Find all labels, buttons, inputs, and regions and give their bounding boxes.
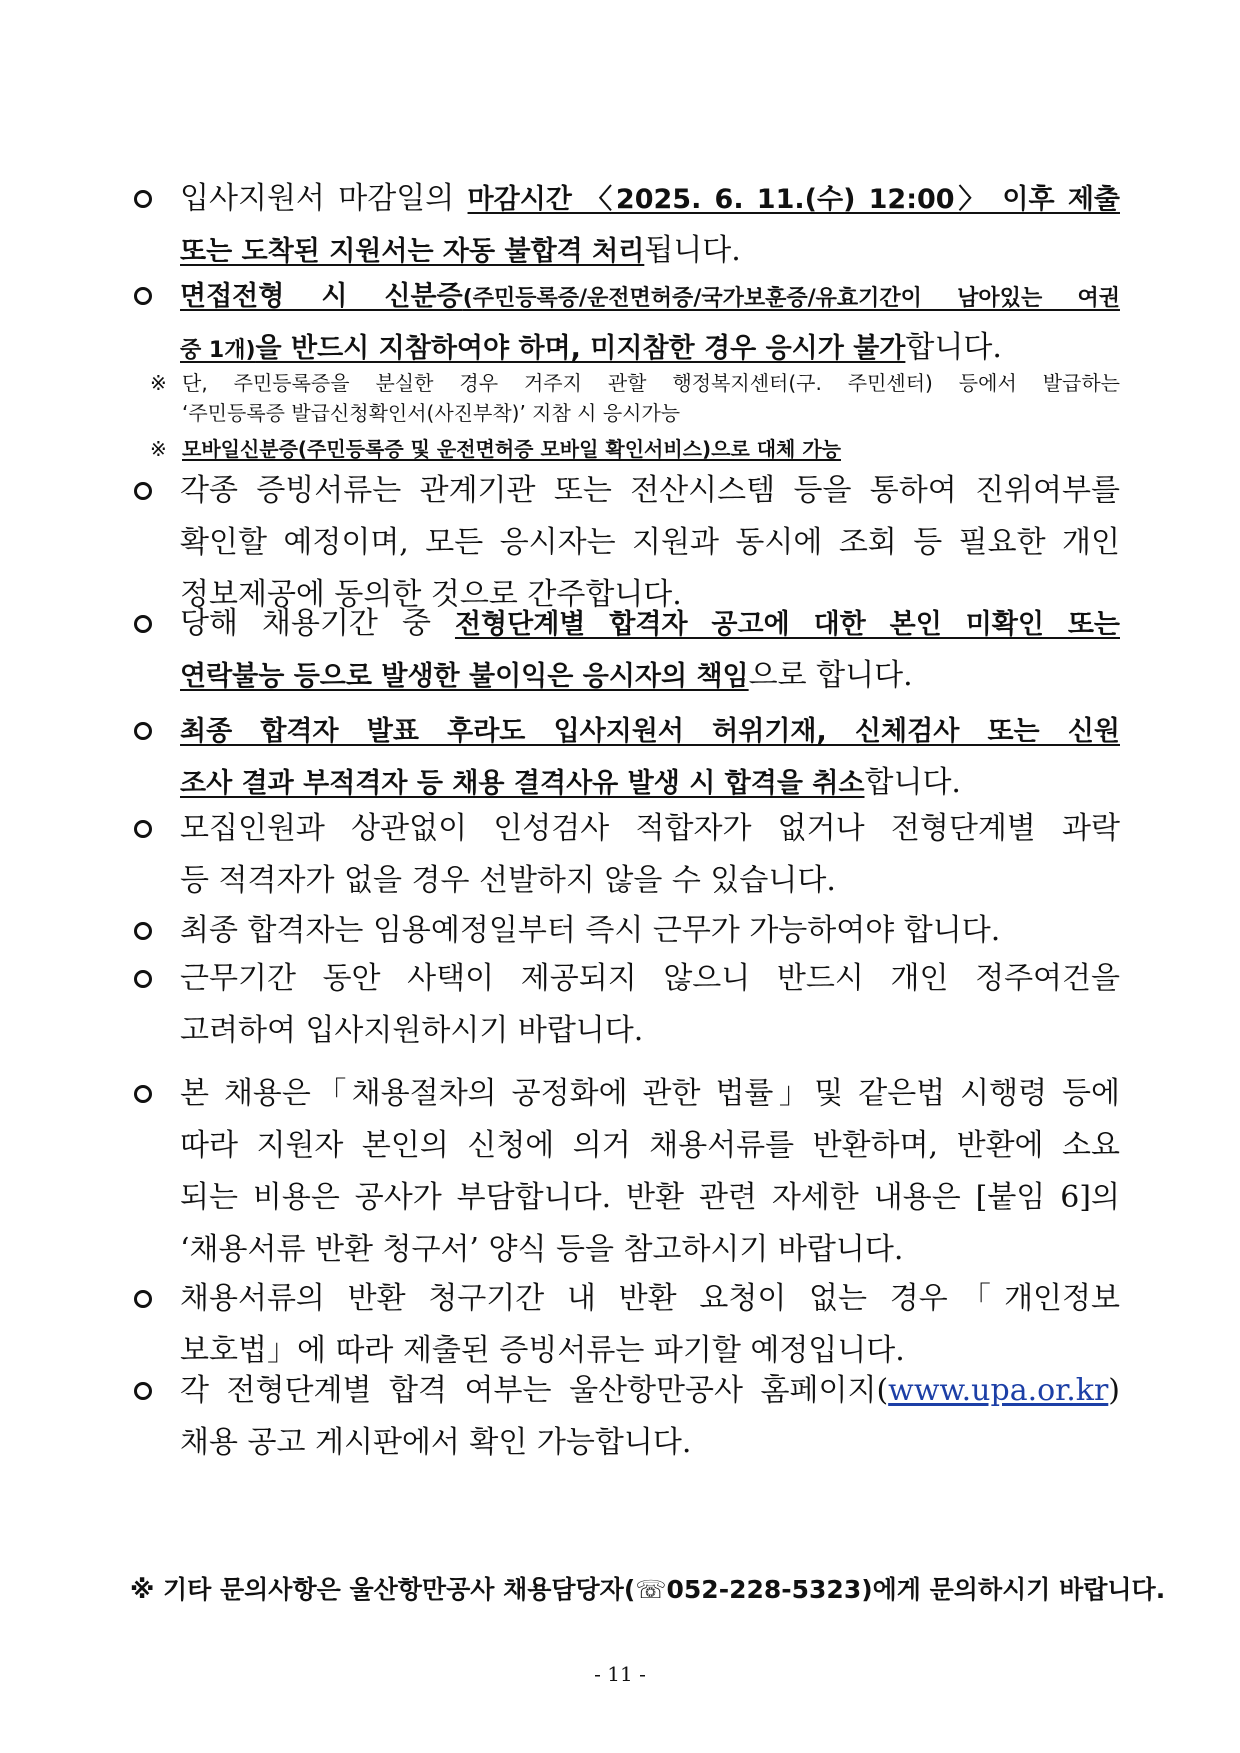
contact-footer: ※ 기타 문의사항은 울산항만공사 채용담당자(☏052-228-5323)에게 문의하시기 바랍니다. bbox=[130, 1575, 1166, 1604]
notice-line bbox=[180, 860, 1120, 902]
notice-line bbox=[180, 958, 1120, 1000]
circle-bullet-icon bbox=[134, 922, 152, 940]
text-segment: (주민등록증/운전면허증/국가보훈증/유효기간이 남아있는 여권 bbox=[462, 286, 1120, 311]
text-segment: 전형단계별 합격자 공고에 대한 본인 미확인 또는 bbox=[454, 609, 1120, 640]
text-segment: 또는 도착된 지원서는 자동 불합격 처리 bbox=[180, 236, 645, 267]
notice-line bbox=[180, 1330, 1120, 1372]
notice-line bbox=[180, 1010, 1120, 1052]
text-segment: 합니다. bbox=[905, 330, 1002, 365]
notice-line bbox=[180, 1125, 1120, 1167]
notice-line bbox=[180, 762, 1120, 805]
text-segment: 으로 합니다. bbox=[748, 658, 913, 693]
notice-line bbox=[180, 275, 1120, 320]
notice-line bbox=[180, 655, 1120, 698]
text-segment: 고려하여 입사지원하시기 바랍니다. bbox=[180, 1013, 644, 1048]
text-segment: 근무기간 동안 사택이 제공되지 않으니 반드시 개인 정주여건을 bbox=[180, 961, 1120, 996]
text-segment: 중 1개) bbox=[180, 338, 256, 363]
notice-line bbox=[180, 1229, 1120, 1271]
text-segment: 따라 지원자 본인의 신청에 의거 채용서류를 반환하며, 반환에 소요 bbox=[180, 1128, 1120, 1163]
notice-line bbox=[180, 522, 1120, 564]
notice-line bbox=[180, 1177, 1120, 1219]
footnote-line: ‘주민등록증 발급신청확인서(사진부착)’ 지참 시 응시가능 bbox=[182, 401, 681, 425]
notice-line bbox=[180, 327, 1120, 372]
homepage-link[interactable]: www.upa.or.kr bbox=[888, 1373, 1109, 1408]
circle-bullet-icon bbox=[134, 190, 152, 208]
text-segment: 되는 비용은 공사가 부담합니다. 반환 관련 자세한 내용은 [붙임 6]의 bbox=[180, 1180, 1120, 1215]
text-segment: 등 적격자가 없을 경우 선발하지 않을 수 있습니다. bbox=[180, 863, 836, 898]
circle-bullet-icon bbox=[134, 1085, 152, 1103]
text-segment: 정보제공에 동의한 것으로 간주합니다. bbox=[180, 577, 682, 612]
notice-line bbox=[180, 808, 1120, 850]
notice-line bbox=[180, 230, 1120, 273]
text-segment: 마감시간 〈2025. 6. 11.(수) 12:00〉 이후 제출 bbox=[467, 184, 1120, 215]
text-segment: 모집인원과 상관없이 인성검사 적합자가 없거나 전형단계별 과락 bbox=[180, 811, 1120, 846]
reference-mark: ※ bbox=[150, 371, 167, 395]
text-segment: 채용 공고 게시판에서 확인 가능합니다. bbox=[180, 1425, 692, 1460]
circle-bullet-icon bbox=[134, 482, 152, 500]
notice-line bbox=[180, 1370, 1120, 1412]
circle-bullet-icon bbox=[134, 287, 152, 305]
text-segment: 합니다. bbox=[864, 765, 961, 800]
circle-bullet-icon bbox=[134, 820, 152, 838]
text-segment: 을 반드시 지참하여야 하며, 미지참한 경우 응시가 불가 bbox=[255, 333, 906, 364]
footnote-line: 모바일신분증(주민등록증 및 운전면허증 모바일 확인서비스)으로 대체 가능 bbox=[182, 437, 841, 461]
reference-mark: ※ bbox=[150, 437, 167, 461]
text-segment: 본 채용은「채용절차의 공정화에 관한 법률」및 같은법 시행령 등에 bbox=[180, 1076, 1120, 1111]
circle-bullet-icon bbox=[134, 970, 152, 988]
text-segment: 보호법」에 따라 제출된 증빙서류는 파기할 예정입니다. bbox=[180, 1333, 905, 1368]
notice-line bbox=[180, 470, 1120, 512]
text-segment: 확인할 예정이며, 모든 응시자는 지원과 동시에 조회 등 필요한 개인 bbox=[180, 525, 1120, 560]
text-segment: 최종 합격자 발표 후라도 입사지원서 허위기재, 신체검사 또는 신원 bbox=[180, 716, 1120, 747]
notice-line bbox=[180, 710, 1120, 753]
text-segment: 채용서류의 반환 청구기간 내 반환 요청이 없는 경우「개인정보 bbox=[180, 1281, 1120, 1316]
text-segment: 됩니다. bbox=[644, 233, 741, 268]
notice-line bbox=[180, 178, 1120, 221]
notice-line bbox=[180, 1422, 1120, 1464]
text-segment: ‘채용서류 반환 청구서’ 양식 등을 참고하시기 바랍니다. bbox=[180, 1232, 904, 1267]
circle-bullet-icon bbox=[134, 615, 152, 633]
text-segment: 조사 결과 부적격자 등 채용 결격사유 발생 시 합격을 취소 bbox=[180, 768, 865, 799]
text-segment: 연락불능 등으로 발생한 불이익은 응시자의 책임 bbox=[180, 661, 749, 692]
notice-line bbox=[180, 910, 1120, 952]
text-segment: 최종 합격자는 임용예정일부터 즉시 근무가 가능하여야 합니다. bbox=[180, 913, 1001, 948]
notice-line bbox=[180, 603, 1120, 646]
circle-bullet-icon bbox=[134, 1290, 152, 1308]
text-segment: 입사지원서 마감일의 bbox=[180, 181, 468, 216]
notice-line bbox=[180, 1278, 1120, 1320]
page-number: - 11 - bbox=[594, 1662, 646, 1686]
notice-line bbox=[180, 1073, 1120, 1115]
text-segment: 각 전형단계별 합격 여부는 울산항만공사 홈페이지( bbox=[180, 1373, 889, 1408]
text-segment: 각종 증빙서류는 관계기관 또는 전산시스템 등을 통하여 진위여부를 bbox=[180, 473, 1120, 508]
circle-bullet-icon bbox=[134, 722, 152, 740]
circle-bullet-icon bbox=[134, 1382, 152, 1400]
text-segment: ) bbox=[1108, 1373, 1120, 1408]
text-segment: 당해 채용기간 중 bbox=[180, 606, 455, 641]
footnote-line: 단, 주민등록증을 분실한 경우 거주지 관할 행정복지센터(구. 주민센터) 등에서 발급하는 bbox=[182, 371, 1120, 395]
text-segment: 면접전형 시 신분증 bbox=[180, 281, 463, 312]
